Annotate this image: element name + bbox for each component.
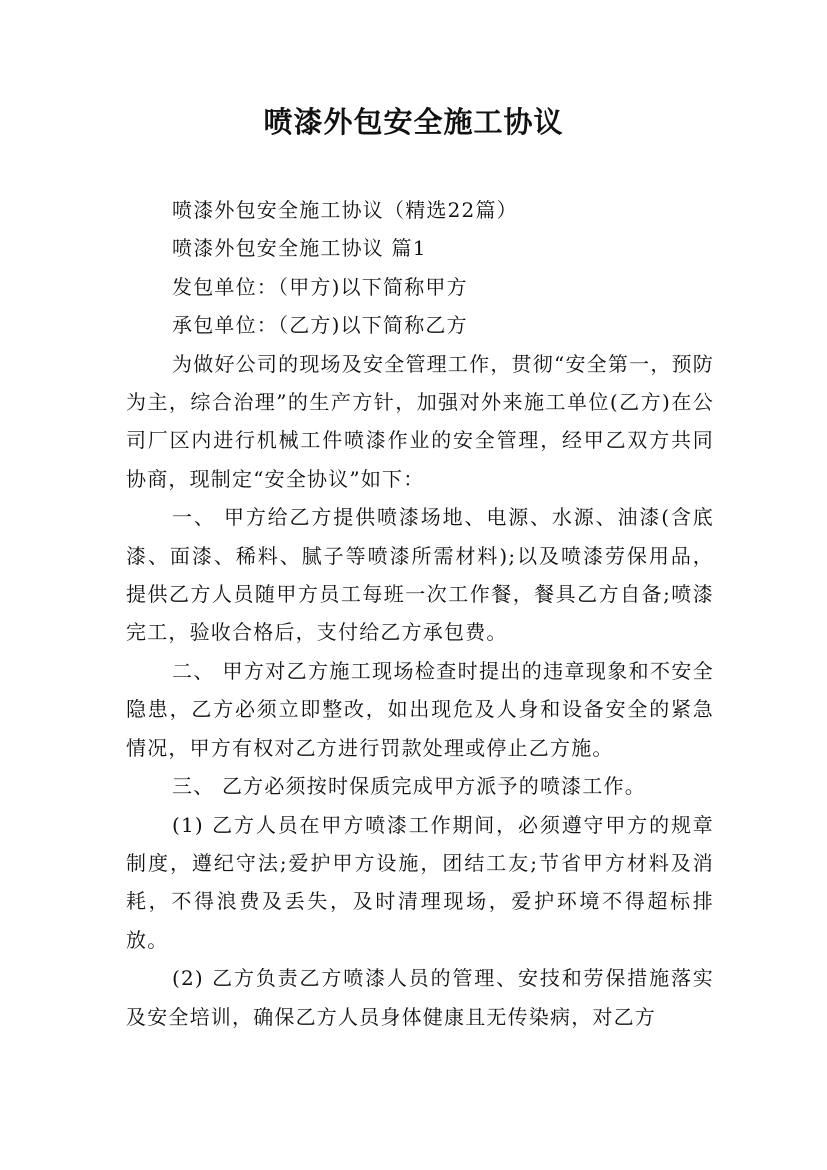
- document-title: 喷漆外包安全施工协议: [263, 105, 564, 139]
- paragraph-subclause-1: (1) 乙方人员在甲方喷漆工作期间，必须遵守甲方的规章制度，遵纪守法;爱护甲方设施，团结工友;节省甲方材料及消耗，不得浪费及丢失，及时清理现场，爱护环境不得超标排放。: [126, 812, 714, 952]
- paragraph-contractor-party-b: 承包单位：（乙方)以下简称乙方: [172, 313, 468, 338]
- paragraph-section-heading: 喷漆外包安全施工协议 篇1: [172, 236, 427, 261]
- paragraph-subtitle: 喷漆外包安全施工协议（精选22篇）: [172, 198, 518, 222]
- paragraph-clause-2: 二、 甲方对乙方施工现场检查时提出的违章现象和不安全隐患，乙方必须立即整改，如出现危及人身和设备安全的紧急情况，甲方有权对乙方进行罚款处理或停止乙方施。: [126, 658, 714, 760]
- paragraph-clause-1: 一、 甲方给乙方提供喷漆场地、电源、水源、油漆(含底漆、面漆、稀料、腻子等喷漆所需材料);以及喷漆劳保用品，提供乙方人员随甲方员工每班一次工作餐，餐具乙方自备;喷漆完工，验收合格后，支付给乙方承包费。: [126, 505, 714, 645]
- document-body: [126, 191, 714, 1036]
- paragraph-subclause-2: (2) 乙方负责乙方喷漆人员的管理、安技和劳保措施落实及安全培训，确保乙方人员身体健康且无传染病，对乙方: [126, 966, 714, 1029]
- paragraph-clause-3: 三、 乙方必须按时保质完成甲方派予的喷漆工作。: [172, 774, 646, 799]
- paragraph-contractor-party-a: 发包单位：（甲方)以下简称甲方: [172, 274, 468, 299]
- paragraph-preamble: 为做好公司的现场及安全管理工作，贯彻“安全第一，预防为主，综合治理”的生产方针，加强对外来施工单位(乙方)在公司厂区内进行机械工件喷漆作业的安全管理，经甲乙双方共同协商，现制定“安全协议”如下：: [126, 351, 714, 491]
